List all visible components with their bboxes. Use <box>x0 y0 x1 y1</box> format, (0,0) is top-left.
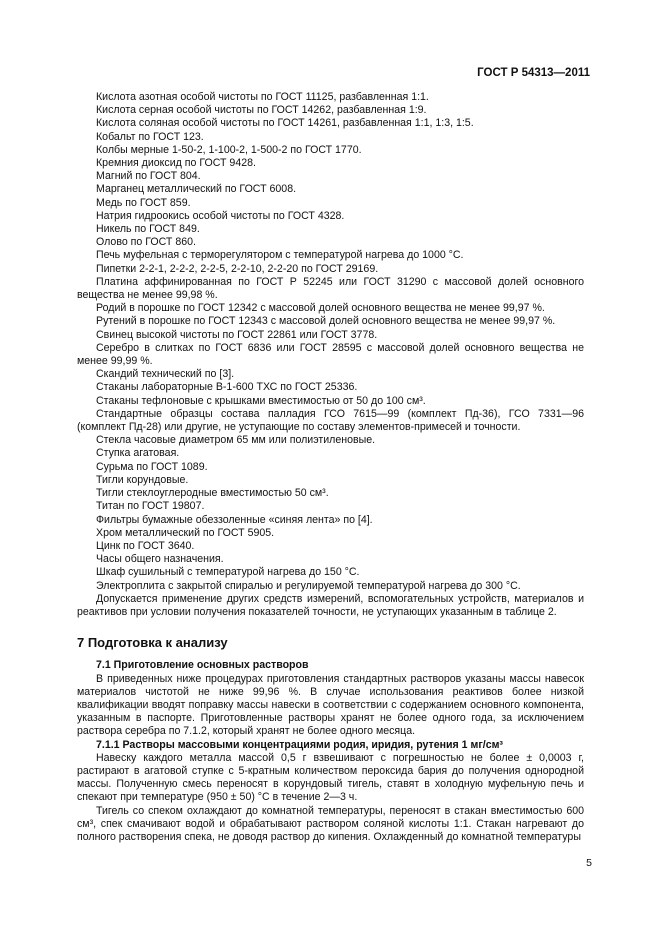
list-item: Магний по ГОСТ 804. <box>96 170 201 183</box>
list-item: Шкаф сушильный с температурой нагрева до 150 °С. <box>96 566 360 579</box>
paragraph: Тигель со спеком охлаждают до комнатной температуры, переносят в стакан вместимостью 600 см³, спек смачивают водой и обрабатывают раствором соляной кислоты 1:1. Стакан нагревают до полного растворения спека, не доводя раствор до кипения. Охлажденный до комнатной температуры <box>77 804 584 843</box>
materials-list <box>77 91 584 619</box>
list-item: Колбы мерные 1-50-2, 1-100-2, 1-500-2 по ГОСТ 1770. <box>96 143 362 156</box>
list-item: Фильтры бумажные обеззоленные «синяя лента» по [4]. <box>96 513 373 526</box>
paragraph: Навеску каждого металла массой 0,5 г взвешивают с погрешностью не более ± 0,0003 г, растирают в агатовой ступке с 5-кратным количеством пероксида бария до получения однородной массы. Полученную смесь переносят в корундовый тигель, ставят в холодную муфельную печь и спекают при температуре (950 ± 50) °С в течение 2—3 ч. <box>77 751 584 804</box>
list-item: Титан по ГОСТ 19807. <box>96 500 205 513</box>
list-item: Кислота азотная особой чистоты по ГОСТ 11125, разбавленная 1:1. <box>96 91 429 103</box>
list-item: Олово по ГОСТ 860. <box>96 236 196 249</box>
list-item: Кислота соляная особой чистоты по ГОСТ 14261, разбавленная 1:1, 1:3, 1:5. <box>96 117 474 130</box>
list-item: Скандий технический по [3]. <box>96 368 235 381</box>
list-item: Хром металлический по ГОСТ 5905. <box>96 526 275 539</box>
list-item: Кремния диоксид по ГОСТ 9428. <box>96 157 256 170</box>
section-7-heading: 7 Подготовка к анализу <box>77 635 228 651</box>
list-item: Платина аффинированная по ГОСТ Р 52245 или ГОСТ 31290 с массовой долей основного вещества не менее 99,98 %. <box>77 275 584 302</box>
list-item: Стаканы лабораторные В-1-600 ТХС по ГОСТ 25336. <box>96 381 358 394</box>
list-item: Тигли корундовые. <box>96 473 189 486</box>
list-item: Кобальт по ГОСТ 123. <box>96 130 204 143</box>
document-header: ГОСТ Р 54313—2011 <box>477 67 590 79</box>
list-item: Марганец металлический по ГОСТ 6008. <box>96 183 297 196</box>
page-number: 5 <box>586 857 592 869</box>
list-item: Свинец высокой чистоты по ГОСТ 22861 или ГОСТ 3778. <box>96 328 378 341</box>
list-item: Рутений в порошке по ГОСТ 12343 с массовой долей основного вещества не менее 99,97 %. <box>96 315 556 328</box>
subsection-7-1-1-heading: 7.1.1 Растворы массовыми концентрациями родия, иридия, рутения 1 мг/см³ <box>96 738 503 751</box>
list-item: Сурьма по ГОСТ 1089. <box>96 460 208 473</box>
list-item: Серебро в слитках по ГОСТ 6836 или ГОСТ 28595 с массовой долей основного вещества не менее 99,99 %. <box>77 341 584 368</box>
list-item: Стандартные образцы состава палладия ГСО 7615—99 (комплект Пд-36), ГСО 7331—96 (комплект Пд-28) или другие, не уступающие по составу элементов-примесей и точности. <box>77 407 584 434</box>
page-content <box>77 91 584 844</box>
list-item: Стекла часовые диаметром 65 мм или полиэтиленовые. <box>96 434 376 447</box>
list-item: Электроплита с закрытой спиралью и регулируемой температурой нагрева до 300 °С. <box>96 579 521 592</box>
list-item: Пипетки 2-2-1, 2-2-2, 2-2-5, 2-2-10, 2-2-20 по ГОСТ 29169. <box>96 262 379 275</box>
list-item: Кислота серная особой чистоты по ГОСТ 14262, разбавленная 1:9. <box>96 104 427 117</box>
list-item: Печь муфельная с терморегулятором с температурой нагрева до 1000 °С. <box>96 249 464 262</box>
list-item: Цинк по ГОСТ 3640. <box>96 539 195 552</box>
list-item: Медь по ГОСТ 859. <box>96 196 191 209</box>
list-item: Никель по ГОСТ 849. <box>96 223 200 236</box>
list-item: Часы общего назначения. <box>96 553 224 566</box>
list-item: Натрия гидроокись особой чистоты по ГОСТ 4328. <box>96 209 345 222</box>
list-item: Ступка агатовая. <box>96 447 180 460</box>
subsection-7-1-heading: 7.1 Приготовление основных растворов <box>96 659 309 672</box>
list-item: Родий в порошке по ГОСТ 12342 с массовой долей основного вещества не менее 99,97 %. <box>96 302 545 315</box>
subsection-7-1-text: В приведенных ниже процедурах приготовления стандартных растворов указаны массы навесок материалов чистотой не ниже 99,96 %. В случае использования реактивов более низкой квалификации вводят поправку массы навески в соответствии с содержанием основного компонента, указанным в паспорте. Приготовленные растворы хранят не более одного года, за исключением раствора серебра по 7.1.2, который хранят не более одного месяца. <box>77 672 584 738</box>
list-item: Тигли стеклоуглеродные вместимостью 50 см³. <box>96 487 329 500</box>
list-item: Допускается применение других средств измерений, вспомогательных устройств, материалов и реактивов при условии получения показателей точности, не уступающих указанным в таблице 2. <box>77 592 584 618</box>
list-item: Стаканы тефлоновые с крышками вместимостью от 50 до 100 см³. <box>96 394 426 407</box>
